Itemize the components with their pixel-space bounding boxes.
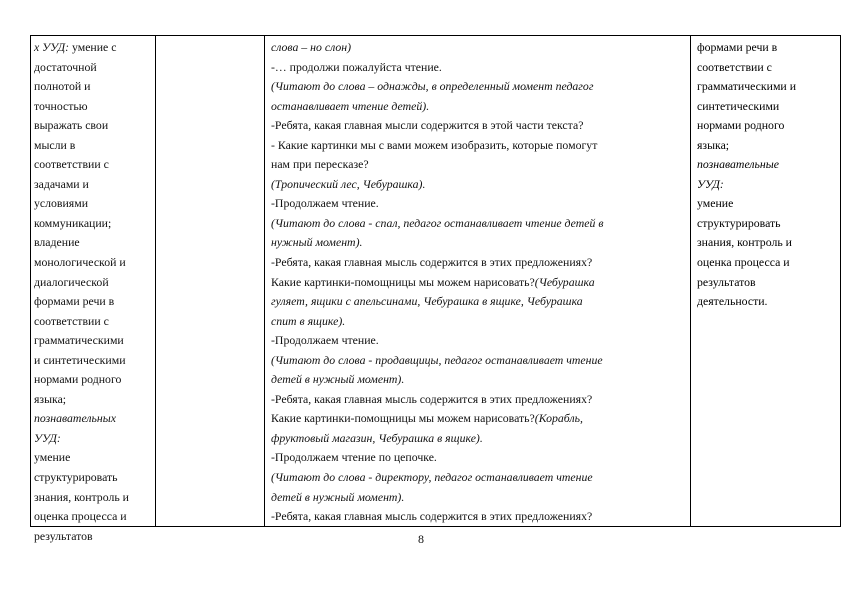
italic-text: (Читают до слова - продавщицы, педагог останавливает чтение (271, 352, 603, 367)
italic-text: гуляет, ящики с апельсинами, Чебурашка в ящике, Чебурашка (271, 294, 583, 309)
text-segment: мысли в (34, 137, 76, 152)
text-segment: выражать свои (34, 118, 109, 133)
text-segment: результатов (697, 274, 756, 289)
text-line (271, 77, 687, 97)
text-line (271, 292, 687, 312)
text-segment: -Ребята, какая главная мысль содержится в этих предложениях? (271, 255, 593, 270)
text-line (34, 409, 152, 429)
text-line (34, 253, 152, 273)
italic-text: познавательных (34, 411, 116, 426)
italic-text: останавливает чтение детей). (271, 98, 430, 113)
text-line (271, 58, 687, 78)
text-line (697, 77, 837, 97)
text-segment: языка; (697, 137, 730, 152)
text-line (697, 136, 837, 156)
text-line (271, 97, 687, 117)
text-line (697, 292, 837, 312)
text-line (271, 468, 687, 488)
text-line (271, 488, 687, 508)
text-segment: соответствии с (34, 157, 109, 172)
text-segment: умение (697, 196, 734, 211)
text-segment: знания, контроль и (697, 235, 792, 250)
text-segment: структурировать (34, 470, 118, 485)
text-line (34, 58, 152, 78)
text-segment: условиями (34, 196, 89, 211)
page-number: 8 (418, 532, 424, 546)
text-line (34, 116, 152, 136)
text-segment: результатов (34, 528, 93, 543)
text-segment: нам при пересказе? (271, 157, 369, 172)
italic-text: (Читают до слова - спал, педагог останавливает чтение детей в (271, 215, 604, 230)
italic-text: детей в нужный момент). (271, 372, 405, 387)
text-segment: и синтетическими (34, 352, 126, 367)
table-top-border (30, 35, 841, 36)
text-line (34, 38, 152, 58)
italic-text: х УУД: (34, 40, 70, 54)
text-segment: нормами родного (697, 118, 785, 133)
text-segment: Какие картинки-помощницы мы можем нарисовать? (271, 411, 535, 426)
text-segment: грамматическими (34, 333, 124, 348)
text-line (34, 390, 152, 410)
text-segment: структурировать (697, 215, 781, 230)
text-line (697, 253, 837, 273)
table-right-border (840, 35, 841, 527)
italic-text: нужный момент). (271, 235, 363, 250)
text-line (34, 351, 152, 371)
text-line (271, 175, 687, 195)
column-divider-3 (690, 35, 691, 527)
text-line (271, 351, 687, 371)
text-line (271, 429, 687, 449)
text-segment: умение (34, 450, 71, 465)
text-segment: соответствии с (697, 59, 772, 74)
text-segment: достаточной (34, 59, 97, 74)
text-segment: оценка процесса и (34, 509, 127, 524)
italic-text: фруктовый магазин, Чебурашка в ящике). (271, 430, 483, 445)
text-segment: -Ребята, какая главная мысль содержится в этих предложениях? (271, 509, 593, 524)
column-divider-1 (155, 35, 156, 527)
text-segment: -Продолжаем чтение по цепочке. (271, 450, 437, 465)
column-divider-2 (264, 35, 265, 527)
cell-lesson-activity (271, 38, 687, 527)
text-segment: формами речи в (697, 40, 778, 54)
text-line (271, 409, 687, 429)
text-line (34, 97, 152, 117)
text-line (34, 488, 152, 508)
text-line (697, 116, 837, 136)
text-segment: знания, контроль и (34, 489, 129, 504)
text-segment: владение (34, 235, 80, 250)
text-line (34, 292, 152, 312)
text-line (697, 38, 837, 58)
italic-text: (Чебурашка (534, 274, 595, 289)
italic-text: слова – но слон) (271, 40, 352, 54)
text-line (271, 448, 687, 468)
text-segment: -Ребята, какая главная мысли содержится в этой части текста? (271, 118, 584, 133)
text-line (271, 370, 687, 390)
text-segment: -Продолжаем чтение. (271, 333, 379, 348)
text-segment: - Какие картинки мы с вами можем изобразить, которые помогут (271, 137, 598, 152)
text-segment: монологической и (34, 255, 126, 270)
text-line (271, 116, 687, 136)
text-line (34, 194, 152, 214)
cell-uud-description (34, 38, 152, 546)
text-segment: задачами и (34, 176, 89, 191)
text-line (271, 253, 687, 273)
text-line (34, 331, 152, 351)
text-line (697, 175, 837, 195)
italic-text: УУД: (697, 176, 724, 191)
text-segment: оценка процесса и (697, 255, 790, 270)
text-line (697, 97, 837, 117)
text-line (271, 273, 687, 293)
italic-text: детей в нужный момент). (271, 489, 405, 504)
text-line (34, 233, 152, 253)
text-segment: -Ребята, какая главная мысль содержится в этих предложениях? (271, 391, 593, 406)
text-line (271, 155, 687, 175)
text-line (697, 155, 837, 175)
text-line (697, 214, 837, 234)
text-line (697, 273, 837, 293)
table-left-border (30, 35, 31, 527)
text-line (34, 370, 152, 390)
italic-text: (Читают до слова - директору, педагог останавливает чтение (271, 470, 593, 485)
italic-text: (Корабль, (534, 411, 583, 426)
text-segment: полнотой и (34, 79, 91, 94)
text-line (271, 233, 687, 253)
text-line (34, 468, 152, 488)
text-line (34, 175, 152, 195)
text-segment: Какие картинки-помощницы мы можем нарисовать? (271, 274, 535, 289)
text-line (271, 390, 687, 410)
text-segment: диалогической (34, 274, 109, 289)
text-segment: соответствии с (34, 313, 109, 328)
text-segment: коммуникации; (34, 215, 112, 230)
text-line (271, 194, 687, 214)
text-segment: точностью (34, 98, 88, 113)
italic-text: УУД: (34, 430, 61, 445)
text-line (271, 331, 687, 351)
text-line (34, 214, 152, 234)
text-line (34, 507, 152, 527)
text-line (271, 507, 687, 527)
text-line (271, 312, 687, 332)
text-segment: синтетическими (697, 98, 780, 113)
cell-uud-results (697, 38, 837, 312)
text-line (34, 312, 152, 332)
text-segment: грамматическими и (697, 79, 797, 94)
italic-text: познавательные (697, 157, 779, 172)
text-line (271, 136, 687, 156)
text-line (34, 448, 152, 468)
text-line (34, 273, 152, 293)
text-segment: языка; (34, 391, 67, 406)
text-line (34, 136, 152, 156)
text-segment: умение с (69, 40, 117, 54)
italic-text: спит в ящике). (271, 313, 346, 328)
text-line (34, 77, 152, 97)
text-segment: деятельности. (697, 294, 768, 309)
text-line (271, 214, 687, 234)
text-line (34, 155, 152, 175)
text-segment: -Продолжаем чтение. (271, 196, 379, 211)
italic-text: (Читают до слова – однажды, в определенный момент педагог (271, 79, 594, 94)
text-segment: нормами родного (34, 372, 122, 387)
text-line (697, 233, 837, 253)
text-line (34, 429, 152, 449)
text-line (697, 58, 837, 78)
text-segment: формами речи в (34, 294, 115, 309)
text-segment: -… продолжи пожалуйста чтение. (271, 59, 442, 74)
text-line (271, 38, 687, 58)
italic-text: (Тропический лес, Чебурашка). (271, 176, 426, 191)
text-line (697, 194, 837, 214)
